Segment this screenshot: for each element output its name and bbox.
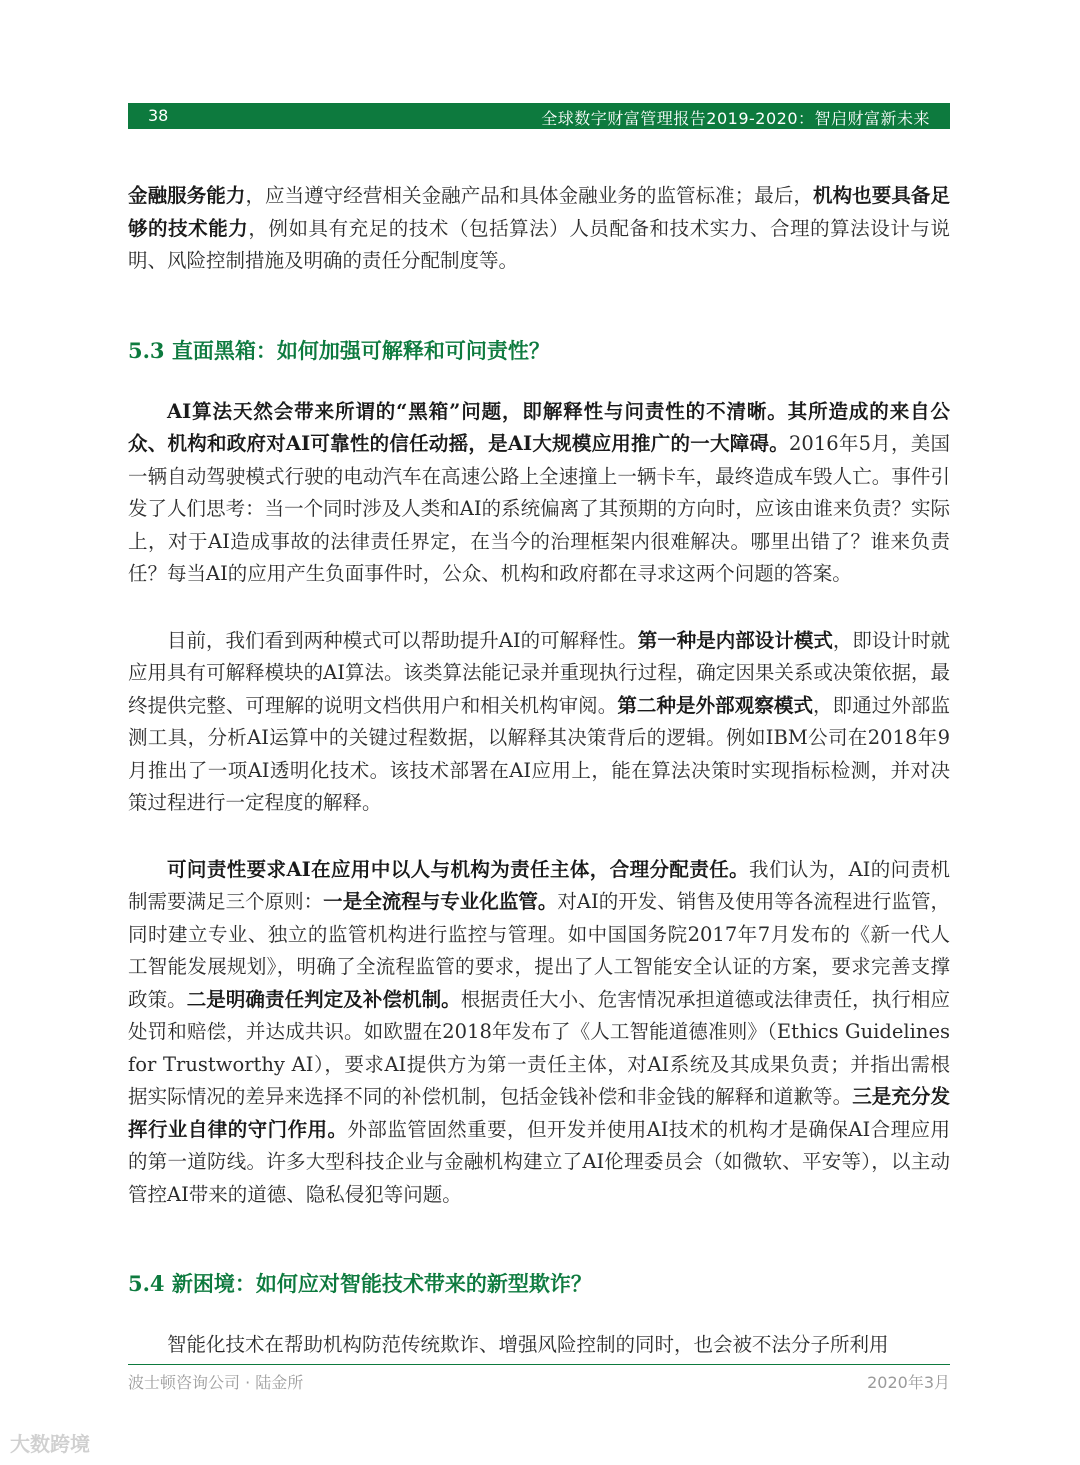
text-run: 一是全流程与专业化监管。 <box>323 890 558 913</box>
footer-publisher: 波士顿咨询公司 · 陆金所 <box>128 1373 304 1392</box>
text-run: AI算法天然会带来所谓的“黑箱”问题，即解释性与问责性的不清晰。其所造成的来自公众、机构和政府对AI可靠性的信任动摇，是AI大规模应用推广的一大障碍。 <box>128 399 950 455</box>
text-run: 对AI的开发、销售及使用等各流程进行监管，同时建立专业、独立的监管机构进行监控与管理。如中国国务院2017年7月发布的《新一代人工智能发展规划》，明确了全流程监管的要求，提出了人工智能安全认证的方案，要求完善支撑政策。 <box>128 890 950 1011</box>
text-run: 2016年5月，美国一辆自动驾驶模式行驶的电动汽车在高速公路上全速撞上一辆卡车，最终造成车毁人亡。事件引发了人们思考：当一个同时涉及人类和AI的系统偏离了其预期的方向时，应该由谁来负责？实际上，对于AI造成事故的法律责任界定，在当今的治理框架内很难解决。哪里出错了？谁来负责任？每当AI的应用产生负面事件时，公众、机构和政府都在寻求这两个问题的答案。 <box>128 432 950 585</box>
footer-date: 2020年3月 <box>867 1373 950 1392</box>
text-run: 二是明确责任判定及补偿机制。 <box>186 987 461 1011</box>
section-heading-5-3: 5.3 直面黑箱：如何加强可解释和可问责性？ <box>128 337 550 363</box>
text-run: ，即设计时就应用具有可解释模块的AI算法。该类算法能记录并重现执行过程，确定因果关系或决策依据，最终提供完整、可理解的说明文档供用户和相关机构审阅。 <box>128 628 950 717</box>
text-run: 智能化技术在帮助机构防范传统欺诈、增强风险控制的同时，也会被不法分子所利用 <box>167 1333 889 1356</box>
section-heading-5-4: 5.4 新困境：如何应对智能技术带来的新型欺诈？ <box>128 1271 592 1296</box>
text-run: 第二种是外部观察模式 <box>617 693 814 717</box>
text-run: 三是充分发挥行业自律的守门作用。 <box>128 1085 950 1141</box>
text-run: ，应当遵守经营相关金融产品和具体金融业务的监管标准；最后， <box>245 184 814 207</box>
text-run: 第一种是内部设计模式 <box>637 628 833 652</box>
page-number: 38 <box>148 106 169 125</box>
text-run: 可问责性要求AI在应用中以人与机构为责任主体，合理分配责任。 <box>167 857 750 881</box>
text-run: ，即通过外部监测工具，分析AI运算中的关键过程数据，以解释其决策背后的逻辑。例如IBM公司在2018年9月推出了一项AI透明化技术。该技术部署在AI应用上，能在算法决策时实现指标检测，并对决策过程进行一定程度的解释。 <box>128 693 950 814</box>
text-run: 机构也要具备足够的技术能力 <box>128 184 950 240</box>
text-run: 我们认为，AI的问责机制需要满足三个原则： <box>128 857 950 913</box>
paragraph-explainability <box>128 625 950 820</box>
paragraph-accountability <box>128 854 950 1212</box>
text-run: ，例如具有充足的技术（包括算法）人员配备和技术实力、合理的算法设计与说明、风险控制措施及明确的责任分配制度等。 <box>128 216 950 272</box>
page-content <box>128 180 950 1362</box>
watermark-logo: 大数跨境 <box>10 1432 90 1456</box>
footer-divider <box>128 1364 950 1365</box>
text-run: 根据责任大小、危害情况承担道德或法律责任，执行相应处罚和赔偿，并达成共识。如欧盟在2018年发布了《人工智能道德准则》（Ethics Guidelines for Trustworthy AI），要求AI提供方为第一责任主体，对AI系统及其成果负责；并指出需根据实际情况的差异来选择不同的补偿机制，包括金钱补偿和非金钱的解释和道歉等。 <box>128 987 950 1108</box>
paragraph-intro-continued <box>128 180 950 278</box>
paragraph-new-fraud <box>128 1329 950 1362</box>
report-title: 全球数字财富管理报告2019-2020：智启财富新未来 <box>541 109 930 128</box>
paragraph-black-box <box>128 396 950 591</box>
text-run: 目前，我们看到两种模式可以帮助提升AI的可解释性。 <box>167 628 638 652</box>
text-run: 外部监管固然重要，但开发并使用AI技术的机构才是确保AI合理应用的第一道防线。许多大型科技企业与金融机构建立了AI伦理委员会（如微软、平安等），以主动管控AI带来的道德、隐私侵犯等问题。 <box>128 1117 950 1206</box>
page-header <box>128 103 950 129</box>
text-run: 金融服务能力 <box>128 184 246 207</box>
